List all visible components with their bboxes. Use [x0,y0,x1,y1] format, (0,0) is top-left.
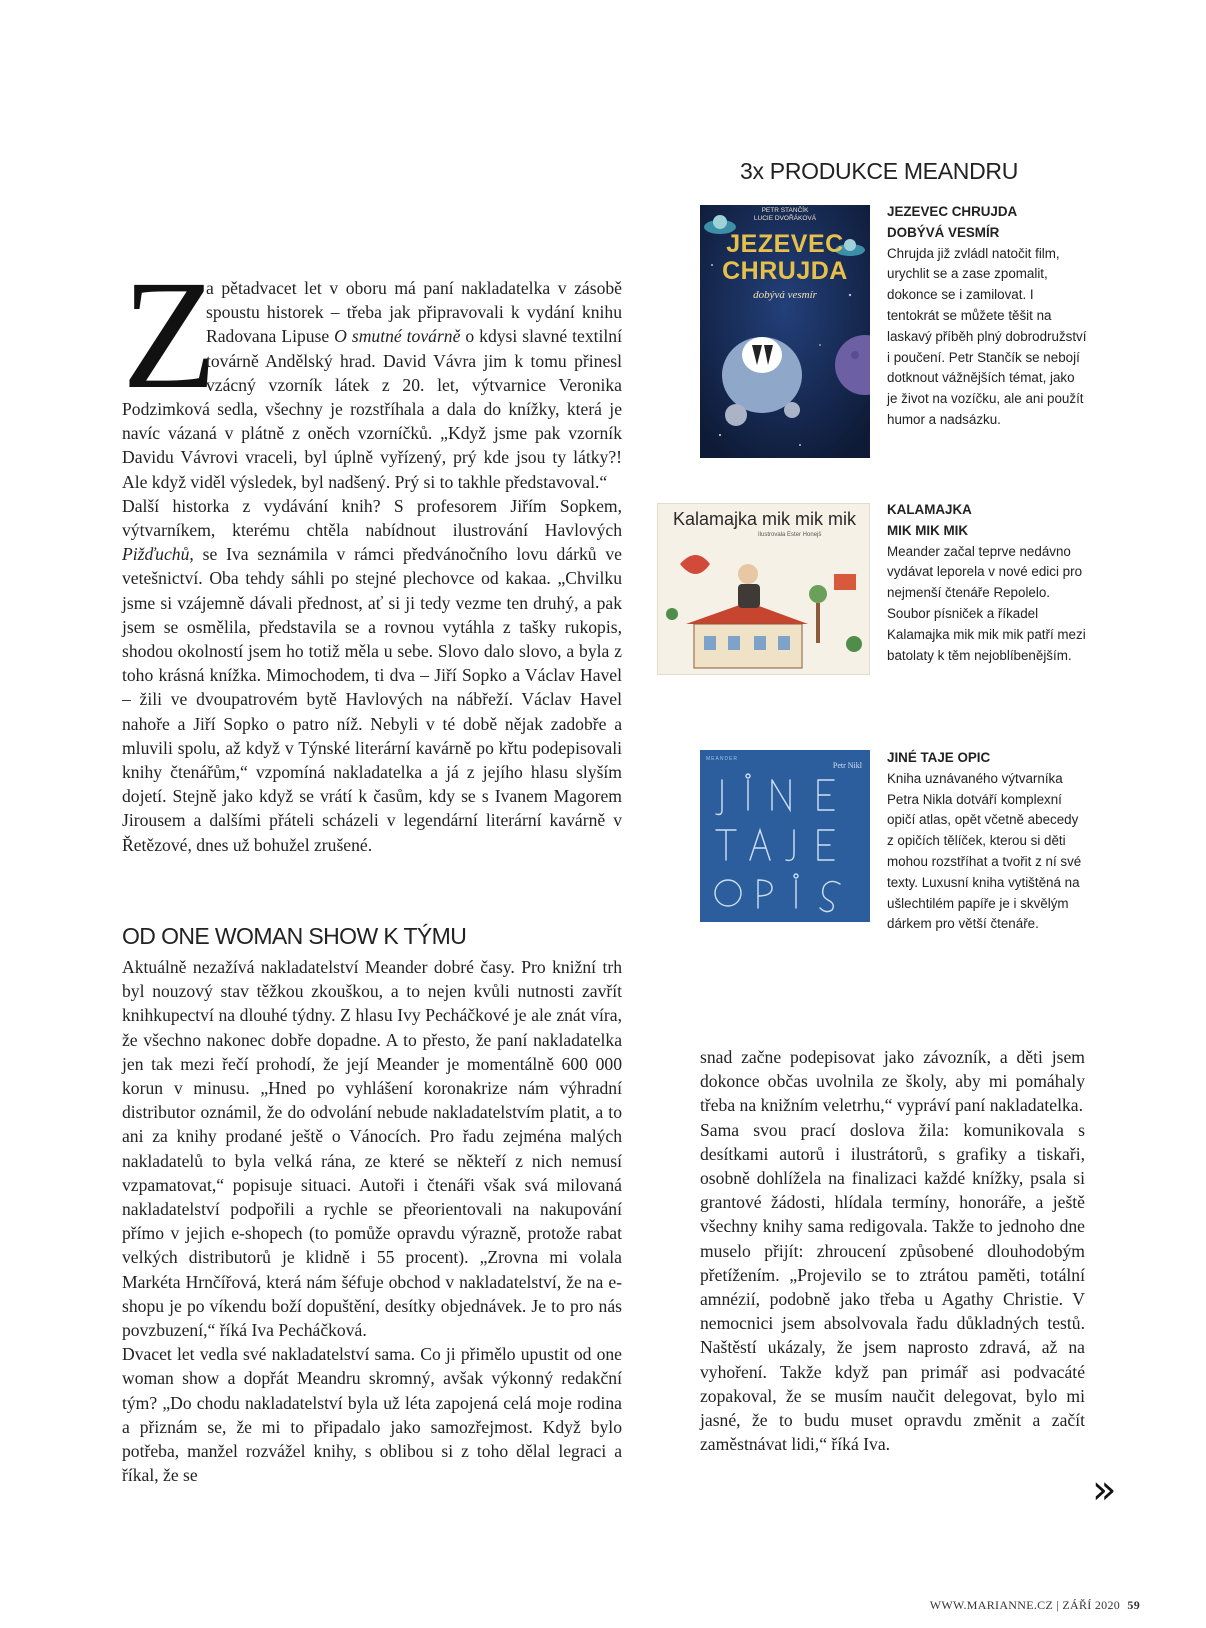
article-left-column [122,248,622,857]
book-cover-kalamajka [657,503,870,675]
page-number: 59 [1127,1598,1140,1612]
book-3-text [887,748,1087,935]
cover1-authors: PETR STANČÍK LUCIE DVOŘÁKOVÁ [753,207,817,222]
cover2-title: Kalamajka mik mik mik [672,509,857,529]
book-3-title-line-1: JINÉ TAJE OPIC [887,750,991,765]
cover1-title-1: JEZEVEC [726,230,844,258]
book-cover-jezevec-chrujda [700,205,870,458]
book-2-title-line-1: KALAMAJKA [887,502,972,517]
sidebar-title: 3x PRODUKCE MEANDRU [740,158,1019,184]
book-cover-jine-taje-opic [700,750,870,922]
cover3-author: Petr Nikl [832,761,862,770]
right-paragraph-2: Sama svou prací doslova žila: komunikovala s desítkami autorů i ilustrátorů, s grafiky a tiskaři, osobně dohlížela na finalizaci každé knížky, psala si grantové žádosti, hlídala termíny, honoráře, a ještě všechny knihy sama redigovala. Takže to jednoho dne muselo přijít: zhroucení způsobené dlouhodobým přetížením. „Projevilo se to ztrátou paměti, totální amnézií, podobně jako třeba u Agathy Christie. V nemocnici jsem absolvovala řadu důkladných testů. Naštěstí ukázaly, že jsem naprosto zdravá, až na vyhoření. Takže když pan primář asi podvacáté zopakoval, že se musím naučit delegovat, bylo mi jasné, že to budu muset opravdu změnit a začít zaměstnávat lidi,“ říká Iva. [700,1119,1085,1455]
book-1-description: Chrujda již zvládl natočit film, urychlit se a zase zpomalit, dokonce se i zamilovat. I tentokrát se můžete těšit na laskavý příběh plný dobrodružství i poučení. Petr Stančík se nebojí dotknout vážnějších témat, jako je život na vozíčku, ale ani použít humor a nadsázku. [887,245,1087,427]
book-1-text [887,202,1087,431]
cover1-subtitle: dobývá vesmír [753,289,817,301]
book-2-text [887,500,1087,666]
book-2-description: Meander začal teprve nedávno vydávat leporela v nové edici pro nejmenší čtenáře Repolelo. Soubor písniček a říkadel Kalamajka mik mik mik patří mezi batolaty k těm nejoblíbenějším. [887,543,1086,663]
intro-paragraph: a pětadvacet let v oboru má paní nakladatelka v zásobě spoustu historek – třeba jak připravovali k vydání knihu Radovana Lipuse O smutné továrně o kdysi slavné textilní továrně Andělský hrad. David Vávra jim k tomu přinesl vzácný vzorník látek z 20. let, výtvarnice Veronika Podzimková sedla, všechny je rozstříhala a dala do knížky, která je navíc vázaná v plátně z oněch vzorníčků. „Když jsme pak vzorník Davidu Vávrovi vraceli, byl úplně vyřízený, prý kde jsou ty látky?! Ale když viděl výsledek, byl nadšený. Prý si to takhle představoval.“ [122,278,622,492]
cover2-subtitle: Ilustrovala Ester Honejš [758,532,822,538]
book-2-title-line-2: MIK MIK MIK [887,522,969,538]
footer-site: WWW.MARIANNE.CZ | ZÁŘÍ 2020 [929,1598,1121,1612]
right-paragraph-1: snad začne podepisovat jako závozník, a děti jsem dokonce občas uvolnila ze školy, aby mi pomáhaly třeba na knižním veletrhu,“ vypráví paní nakladatelka. [700,1047,1085,1116]
drop-cap: Z [122,248,218,421]
book-1-title-line-2: DOBÝVÁ VESMÍR [887,224,1000,240]
book-1-title-line-1: JEZEVEC CHRUJDA [887,204,1018,219]
cover3-publisher: MEANDER [706,756,739,762]
page-footer [930,1598,1140,1613]
paragraph-2: Další historka z vydávání knih? S profesorem Jiřím Sopkem, výtvarníkem, kterému chtěla nabídnout ilustrování Havlových Pižďuchů, se Iva seznámila v rámci předvánočního lovu dárků ve vetešnictví. Oba tehdy sáhli po stejné plechovce od kakaa. „Chvilku jsme si vzájemně dávali přednost, ať si ji tedy vezme ten druhý, a pak jsem se osmělila, představila se a rovnou vytáhla z tašky rukopis, shodou okolností jsem ho totiž měla u sebe. Slovo dalo slovo, a byla z toho krásná knížka. Mimochodem, ti dva – Jiří Sopko a Václav Havel – žili ve dvoupatrovém bytě Havlových na nábřeží. Václav Havel nahoře a Jiří Sopko o patro níž. Nebyli v té době nějak zadobře a mluvili spolu, až když v Týnské literární kavárně po křtu podepisovali knihy čtenářům,“ vzpomíná nakladatelka a já z jejího hlasu slyším dojetí. Stejně jako když se vrátí k časům, kdy se s Ivanem Magorem Jirousem a dalšími přáteli scházeli v legendární literární kavárně v Řetězové, dnes už bohužel zrušené. [122,495,622,855]
paragraph-3: Aktuálně nezažívá nakladatelství Meander dobré časy. Pro knižní trh byl nouzový stav těžkou zkouškou, a to nejen kvůli nutnosti zavřít knihkupectví na dlouhé týdny. Z hlasu Ivy Pecháčkové je ale znát víra, že všechno nakonec dobře dopadne. A to přesto, že paní nakladatelka jen tak mezi řečí prohodí, že její Meander je momentálně 600 000 korun v minusu. „Hned po vyhlášení koronakrize nám výhradní distributor oznámil, že do odvolání nebude nakladatelstvím platit, a to ani za knihy prodané ještě o Vánocích. Pro řadu zejména malých nakladatelů to byla velká rána, ze které se někteří z nich nemusí vzpamatovat,“ popisuje situaci. Autoři i čtenáři však svá milovaná nakladatelství podpořili a rychle se přeorientovali na nakupování přímo v jejich e-shopech (to pomůže opravdu výrazně, protože rabat velkých distributorů je klidně i 55 procent). „Zrovna mi volala Markéta Hrnčířová, která nám šéfuje obchod v nakladatelství, že na e-shopu je po víkendu boží dopuštění, desítky objednávek. Je to pro nás povzbuzení,“ říká Iva Pecháčková. [122,957,622,1341]
cover1-title-2: CHRUJDA [722,257,848,285]
paragraph-4: Dvacet let vedla své nakladatelství sama. Co ji přimělo upustit od one woman show a dopřát Meandru skromný, avšak výkonný redakční tým? „Do chodu nakladatelství byla už léta zapojená celá moje rodina a přiznám se, že mi to připadalo jako samozřejmost. Když bylo potřeba, manžel rozvážel knihy, s oblibou si z toho dělal legraci a říkal, že se [122,1344,622,1486]
continue-arrow-icon: » [1092,1467,1117,1513]
book-3-description: Kniha uznávaného výtvarníka Petra Nikla dotváří komplexní opičí atlas, opět včetně abecedy z opičích tělíček, kterou si děti mohou rozstříhat a tvořit z ní své texty. Luxusní kniha vytištěná na ušlechtilém papíře je i skvělým dárkem pro větší čtenáře. [887,770,1082,932]
article-right-column [700,1045,1085,1456]
article-left-column-lower [122,955,622,1487]
section-heading: OD ONE WOMAN SHOW K TÝMU [122,923,467,949]
